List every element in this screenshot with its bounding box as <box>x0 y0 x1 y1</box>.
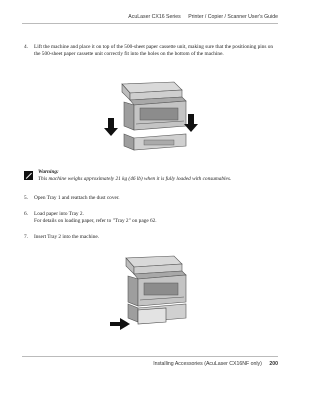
step-text: Open Tray 1 and reattach the dust cover. <box>34 195 120 201</box>
warning-text: This machine weighs approximately 21 kg (46 lb) when it is fully loaded with consumables. <box>38 176 232 182</box>
step-text: Insert Tray 2 into the machine. <box>34 234 100 240</box>
warning-icon <box>24 171 33 180</box>
header-guide: Printer / Copier / Scanner User's Guide <box>188 14 278 20</box>
step-text: Lift the machine and place it on top of the 500-sheet paper cassette unit, making sure that the positioning pins on the 500-sheet paper cassette unit correctly fit into the holes on the bottom of the machine. <box>34 44 274 57</box>
step-7 <box>24 234 276 242</box>
step-number: 6. <box>24 211 28 217</box>
right-arrow-icon <box>110 318 130 330</box>
header-divider <box>22 23 278 24</box>
page-header <box>122 14 278 20</box>
page-footer <box>153 361 278 367</box>
footer-section: Installing Accessories (AcuLaser CX16NF only) <box>153 361 262 367</box>
machine-on-cassette-illustration <box>100 78 200 156</box>
warning-title: Warning: <box>38 169 59 175</box>
page-number: 200 <box>269 361 278 367</box>
step-6 <box>24 211 276 227</box>
header-series: AcuLaser CX16 Series <box>128 14 181 20</box>
step-number: 7. <box>24 234 28 240</box>
footer-divider <box>22 356 278 357</box>
step-text: Load paper into Tray 2. <box>34 211 84 217</box>
step-4 <box>24 44 276 74</box>
step-detail: For details on loading paper, refer to "Tray 2" on page 62. <box>34 218 157 224</box>
step-number: 5. <box>24 195 28 201</box>
insert-tray-illustration <box>108 252 198 334</box>
step-number: 4. <box>24 44 28 50</box>
step-5 <box>24 195 276 203</box>
down-arrow-icon <box>104 118 118 136</box>
